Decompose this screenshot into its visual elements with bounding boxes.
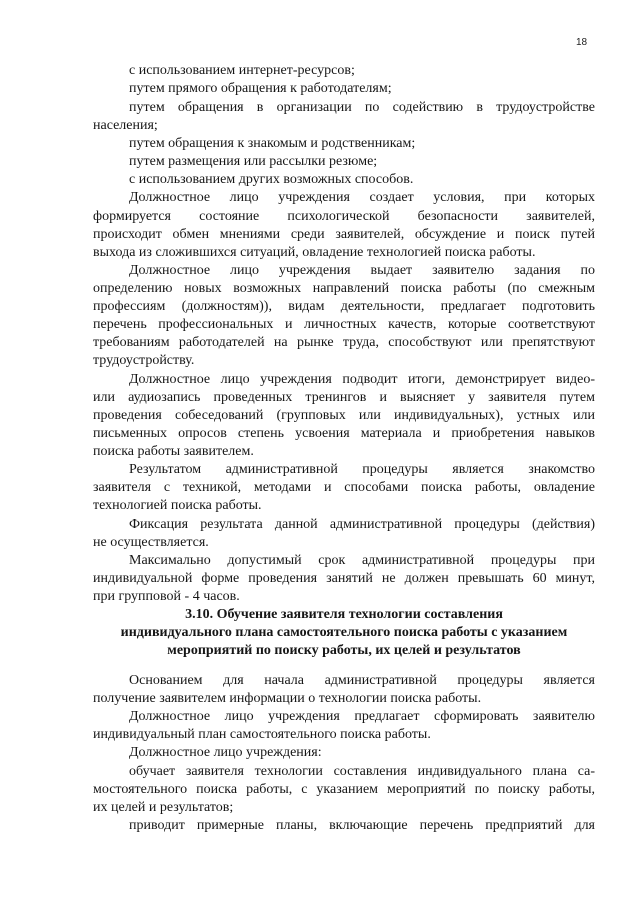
text-line: с использованием других возможных способов.: [129, 172, 414, 187]
text-line: технологией поиска работы.: [93, 498, 262, 513]
text-line: их целей и результатов;: [93, 800, 234, 815]
text-line: выхода из сложившихся ситуаций, овладение технологией поиска работы.: [93, 245, 536, 260]
text-line: путем прямого обращения к работодателям;: [129, 81, 392, 96]
text-line: происходит обмен мнениями среди заявителей, обсуждение и поиск путей: [93, 227, 595, 242]
text-line: требованиям работодателей на рынке труда, способствуют или препятствуют: [93, 335, 595, 350]
text-line: профессиям (должностям)), видам деятельности, предлагает подготовить: [93, 299, 595, 314]
page-number: 18: [576, 37, 588, 48]
text-line: Максимально допустимый срок административной процедуры при: [129, 553, 595, 568]
text-line: письменных опросов степень усвоения материала и приобретения навыков: [93, 426, 595, 441]
text-line: с использованием интернет-ресурсов;: [129, 63, 355, 78]
text-line: Должностное лицо учреждения выдает заявителю задания по: [129, 263, 595, 278]
text-line: заявителя с техникой, методами и способами поиска работы, овладение: [93, 480, 595, 495]
text-line: путем обращения в организации по содействию в трудоустройстве: [129, 100, 595, 115]
text-line: индивидуальный план самостоятельного поиска работы.: [93, 727, 431, 742]
section-heading-line: мероприятий по поиску работы, их целей и результатов: [167, 643, 521, 658]
text-line: населения;: [93, 118, 158, 133]
section-heading-line: индивидуального плана самостоятельного поиска работы с указанием: [120, 625, 568, 640]
text-line: перечень профессиональных и личностных качеств, которые соответствуют: [93, 317, 595, 332]
text-line: поиска работы заявителем.: [93, 444, 254, 459]
text-line: Фиксация результата данной административной процедуры (действия): [129, 517, 595, 532]
text-line: обучает заявителя технологии составления индивидуального плана са-: [129, 764, 595, 779]
text-line: Основанием для начала административной процедуры является: [129, 673, 595, 688]
text-line: Должностное лицо учреждения:: [129, 745, 322, 760]
text-line: путем размещения или рассылки резюме;: [129, 154, 378, 169]
text-line: Должностное лицо учреждения подводит итоги, демонстрирует видео-: [129, 372, 595, 387]
text-line: определению новых возможных направлений поиска работы (по смежным: [93, 281, 595, 296]
text-line: проведения собеседований (групповых или индивидуальных), устных или: [93, 408, 595, 423]
text-line: индивидуальной форме проведения занятий не должен превышать 60 минут,: [93, 571, 595, 586]
text-line: не осуществляется.: [93, 535, 209, 550]
text-line: приводит примерные планы, включающие перечень предприятий для: [129, 818, 595, 833]
text-line: трудоустройству.: [93, 353, 195, 368]
text-line: мостоятельного поиска работы, с указанием мероприятий по поиску работы,: [93, 782, 595, 797]
text-line: Должностное лицо учреждения создает условия, при которых: [129, 190, 595, 205]
text-line: путем обращения к знакомым и родственникам;: [129, 136, 416, 151]
text-line: получение заявителем информации о технологии поиска работы.: [93, 691, 482, 706]
text-line: Должностное лицо учреждения предлагает сформировать заявителю: [129, 709, 595, 724]
text-line: формируется состояние психологической безопасности заявителей,: [93, 209, 595, 224]
text-line: или аудиозапись проведенных тренингов и выясняет у заявителя путем: [93, 390, 595, 405]
text-line: Результатом административной процедуры является знакомство: [129, 462, 595, 477]
section-heading-line: 3.10. Обучение заявителя технологии составления: [185, 607, 503, 622]
text-line: при групповой - 4 часов.: [93, 589, 240, 604]
